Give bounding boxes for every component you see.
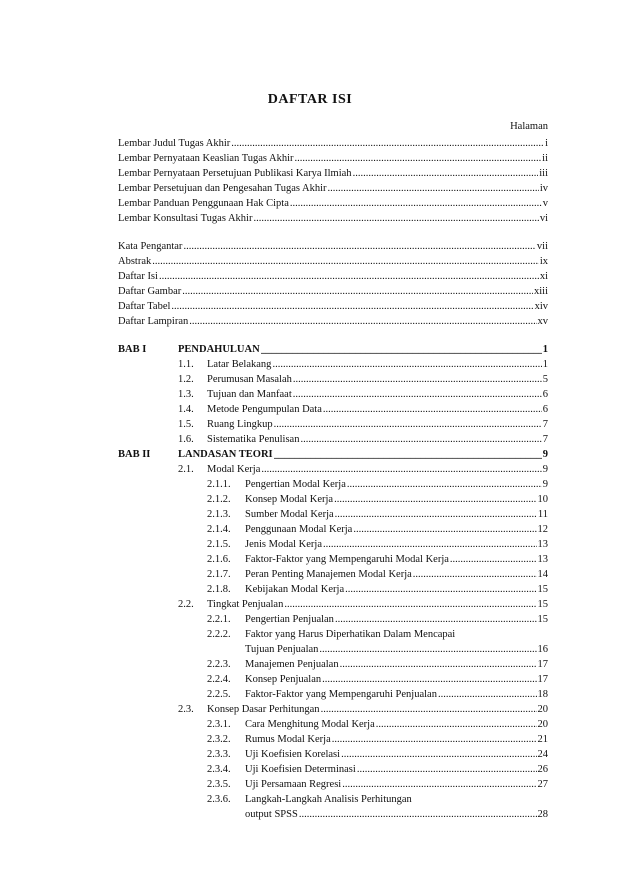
leader-dots [231, 137, 544, 151]
toc-entry-label: Daftar Gambar [118, 286, 182, 297]
section-number: 2.3. [178, 704, 194, 715]
section-label: Faktor yang Harus Diperhatikan Dalam Mencapai [245, 629, 456, 640]
section-label: Penggunaan Modal Kerja [245, 524, 353, 535]
section-label: Faktor-Faktor yang Mempengaruhi Penjualan [245, 689, 437, 700]
leader-dots [261, 463, 541, 477]
section-number: 2.1.7. [207, 569, 231, 580]
toc-entry [118, 197, 548, 211]
section-page: 14 [537, 569, 548, 580]
section-number: 2.1.8. [207, 584, 231, 595]
toc-entry-label: Daftar Isi [118, 271, 158, 282]
section-number: 2.1.5. [207, 539, 231, 550]
subsection-entry [207, 538, 548, 552]
section-page: 1 [542, 359, 548, 370]
section-entry [178, 598, 548, 612]
section-number: 2.3.2. [207, 734, 231, 745]
section-label: Uji Persamaan Regresi [245, 779, 342, 790]
section-page: 6 [542, 404, 548, 415]
leader-dots [376, 718, 537, 732]
leader-dots [450, 553, 537, 567]
section-number: 2.3.5. [207, 779, 231, 790]
section-page: 16 [537, 644, 548, 655]
leader-dots [353, 167, 539, 181]
section-label: Metode Pengumpulan Data [207, 404, 322, 415]
leader-dots [335, 508, 537, 522]
section-page: 13 [537, 554, 548, 565]
toc-entry-page: ii [542, 153, 548, 164]
subsection-entry-continuation [245, 808, 548, 822]
toc-entry-page: xv [537, 316, 548, 327]
leader-dots [171, 300, 533, 314]
section-entry [178, 403, 548, 417]
chapter-title: PENDAHULUAN [178, 344, 260, 355]
section-page: 27 [537, 779, 548, 790]
section-label: Rumus Modal Kerja [245, 734, 331, 745]
chapter-title: LANDASAN TEORI [178, 449, 273, 460]
section-label: Jenis Modal Kerja [245, 539, 322, 550]
leader-dots [253, 212, 538, 226]
section-number: 2.2.1. [207, 614, 231, 625]
toc-entry [118, 300, 548, 314]
leader-dots [183, 240, 535, 254]
section-number: 1.4. [178, 404, 194, 415]
toc-entry [118, 270, 548, 284]
section-page: 20 [537, 719, 548, 730]
section-label: Manajemen Penjualan [245, 659, 339, 670]
section-number: 2.1.2. [207, 494, 231, 505]
leader-dots [335, 613, 537, 627]
page-title: DAFTAR ISI [267, 92, 353, 107]
section-label: Kebijakan Modal Kerja [245, 584, 345, 595]
section-page: 15 [537, 599, 548, 610]
toc-entry-label: Kata Pengantar [118, 241, 183, 252]
leader-dots [319, 643, 536, 657]
section-page: 21 [537, 734, 548, 745]
section-number: 2.1.1. [207, 479, 231, 490]
section-label: Perumusan Masalah [207, 374, 292, 385]
leader-dots [272, 358, 541, 372]
section-entry [178, 388, 548, 402]
section-label: Cara Menghitung Modal Kerja [245, 719, 375, 730]
section-page: 17 [537, 659, 548, 670]
section-page: 24 [537, 749, 548, 760]
section-number: 1.1. [178, 359, 194, 370]
section-entry [178, 433, 548, 447]
halaman-label: Halaman [510, 121, 548, 132]
section-number: 2.2.5. [207, 689, 231, 700]
leader-dots [261, 343, 542, 357]
subsection-entry [207, 718, 548, 732]
section-label: Latar Belakang [207, 359, 272, 370]
subsection-entry [207, 478, 548, 492]
leader-dots [189, 315, 536, 329]
section-label: Tujuan dan Manfaat [207, 389, 292, 400]
chapter-entry [178, 343, 548, 357]
toc-entry-page: i [545, 138, 548, 149]
leader-dots [322, 673, 536, 687]
section-page: 17 [537, 674, 548, 685]
section-number: 2.3.4. [207, 764, 231, 775]
toc-entry [118, 240, 548, 254]
toc-entry-page: vi [539, 213, 548, 224]
leader-dots [159, 270, 539, 284]
leader-dots [340, 658, 537, 672]
section-page: 6 [542, 389, 548, 400]
section-number: 1.5. [178, 419, 194, 430]
section-label: Peran Penting Manajemen Modal Kerja [245, 569, 412, 580]
subsection-entry [207, 748, 548, 762]
leader-dots [293, 373, 542, 387]
section-page: 28 [537, 809, 548, 820]
section-entry [178, 463, 548, 477]
section-label: Uji Koefisien Determinasi [245, 764, 356, 775]
section-page: 5 [542, 374, 548, 385]
section-page: 20 [537, 704, 548, 715]
subsection-entry-continuation [245, 643, 548, 657]
section-page: 11 [537, 509, 548, 520]
leader-dots [347, 478, 542, 492]
leader-dots [299, 808, 537, 822]
section-label: Modal Kerja [207, 464, 261, 475]
toc-entry-label: Daftar Tabel [118, 301, 171, 312]
subsection-entry [207, 673, 548, 687]
toc-entry-page: v [542, 198, 548, 209]
section-number: 2.2.4. [207, 674, 231, 685]
section-label: Faktor-Faktor yang Mempengaruhi Modal Kerja [245, 554, 449, 565]
toc-entry-page: xi [539, 271, 548, 282]
section-page: 9 [542, 479, 548, 490]
section-number: 2.3.6. [207, 794, 231, 805]
section-page: 7 [542, 419, 548, 430]
leader-dots [342, 778, 536, 792]
section-number: 2.2.3. [207, 659, 231, 670]
toc-entry-label: Lembar Konsultasi Tugas Akhir [118, 213, 253, 224]
toc-entry [118, 315, 548, 329]
toc-entry [118, 285, 548, 299]
leader-dots [293, 388, 542, 402]
section-page: 18 [537, 689, 548, 700]
section-number: 2.3.3. [207, 749, 231, 760]
section-number: 2.1.6. [207, 554, 231, 565]
toc-entry-label: Abstrak [118, 256, 152, 267]
section-label: Uji Koefisien Korelasi [245, 749, 341, 760]
subsection-entry [207, 583, 548, 597]
section-label: Sistematika Penulisan [207, 434, 300, 445]
leader-dots [332, 733, 537, 747]
section-number: 2.3.1. [207, 719, 231, 730]
section-page: 10 [537, 494, 548, 505]
section-entry [178, 703, 548, 717]
toc-entry [118, 152, 548, 166]
section-label: Tingkat Penjualan [207, 599, 284, 610]
subsection-entry-first-line [207, 793, 412, 807]
section-label-continuation: Tujuan Penjualan [245, 644, 319, 655]
section-label: Ruang Lingkup [207, 419, 273, 430]
leader-dots [413, 568, 537, 582]
leader-dots [328, 182, 539, 196]
toc-entry-label: Lembar Panduan Penggunaan Hak Cipta [118, 198, 289, 209]
leader-dots [341, 748, 536, 762]
toc-entry-label: Lembar Pernyataan Keaslian Tugas Akhir [118, 153, 294, 164]
section-label: Konsep Dasar Perhitungan [207, 704, 320, 715]
leader-dots [300, 433, 541, 447]
chapter-code: BAB I [118, 344, 147, 355]
toc-entry-label: Daftar Lampiran [118, 316, 189, 327]
section-number: 1.6. [178, 434, 194, 445]
toc-entry-label: Lembar Judul Tugas Akhir [118, 138, 231, 149]
section-label: Sumber Modal Kerja [245, 509, 334, 520]
section-entry [178, 358, 548, 372]
toc-entry [118, 182, 548, 196]
chapter-entry [178, 448, 548, 462]
leader-dots [334, 493, 536, 507]
leader-dots [182, 285, 533, 299]
toc-entry [118, 137, 548, 151]
leader-dots [290, 197, 542, 211]
section-number: 2.1. [178, 464, 194, 475]
toc-entry-page: iii [539, 168, 548, 179]
subsection-entry [207, 613, 548, 627]
subsection-entry [207, 658, 548, 672]
toc-entry [118, 255, 548, 269]
section-entry [178, 418, 548, 432]
subsection-entry [207, 553, 548, 567]
subsection-entry [207, 568, 548, 582]
toc-entry-page: vii [536, 241, 548, 252]
toc-entry-page: ix [539, 256, 548, 267]
leader-dots [438, 688, 537, 702]
section-label: Konsep Modal Kerja [245, 494, 334, 505]
leader-dots [323, 403, 542, 417]
subsection-entry [207, 763, 548, 777]
section-entry [178, 373, 548, 387]
toc-entry [118, 212, 548, 226]
section-number: 2.1.3. [207, 509, 231, 520]
leader-dots [321, 703, 537, 717]
section-number: 1.3. [178, 389, 194, 400]
chapter-code: BAB II [118, 449, 151, 460]
toc-entry [118, 167, 548, 181]
subsection-entry [207, 508, 548, 522]
leader-dots [284, 598, 536, 612]
chapter-page: 9 [542, 449, 548, 460]
section-number: 2.1.4. [207, 524, 231, 535]
section-page: 7 [542, 434, 548, 445]
section-label: Langkah-Langkah Analisis Perhitungan [245, 794, 412, 805]
section-label-continuation: output SPSS [245, 809, 298, 820]
subsection-entry-first-line [207, 628, 455, 642]
leader-dots [295, 152, 542, 166]
leader-dots [323, 538, 537, 552]
toc-entry-label: Lembar Pernyataan Persetujuan Publikasi Karya Ilmiah [118, 168, 352, 179]
section-page: 12 [537, 524, 548, 535]
section-label: Konsep Penjualan [245, 674, 322, 685]
subsection-entry [207, 688, 548, 702]
section-label: Pengertian Modal Kerja [245, 479, 346, 490]
leader-dots [274, 418, 542, 432]
leader-dots [353, 523, 536, 537]
toc-entry-label: Lembar Persetujuan dan Pengesahan Tugas Akhir [118, 183, 327, 194]
leader-dots [274, 448, 542, 462]
section-page: 26 [537, 764, 548, 775]
subsection-entry [207, 733, 548, 747]
leader-dots [152, 255, 539, 269]
subsection-entry [207, 523, 548, 537]
section-label: Pengertian Penjualan [245, 614, 334, 625]
toc-entry-page: xiv [534, 301, 548, 312]
leader-dots [345, 583, 536, 597]
section-page: 13 [537, 539, 548, 550]
section-number: 2.2.2. [207, 629, 231, 640]
chapter-page: 1 [542, 344, 548, 355]
section-page: 9 [542, 464, 548, 475]
section-page: 15 [537, 584, 548, 595]
section-number: 1.2. [178, 374, 194, 385]
subsection-entry [207, 778, 548, 792]
toc-entry-page: xiii [533, 286, 548, 297]
section-page: 15 [537, 614, 548, 625]
toc-entry-page: iv [539, 183, 548, 194]
section-number: 2.2. [178, 599, 194, 610]
subsection-entry [207, 493, 548, 507]
leader-dots [357, 763, 537, 777]
